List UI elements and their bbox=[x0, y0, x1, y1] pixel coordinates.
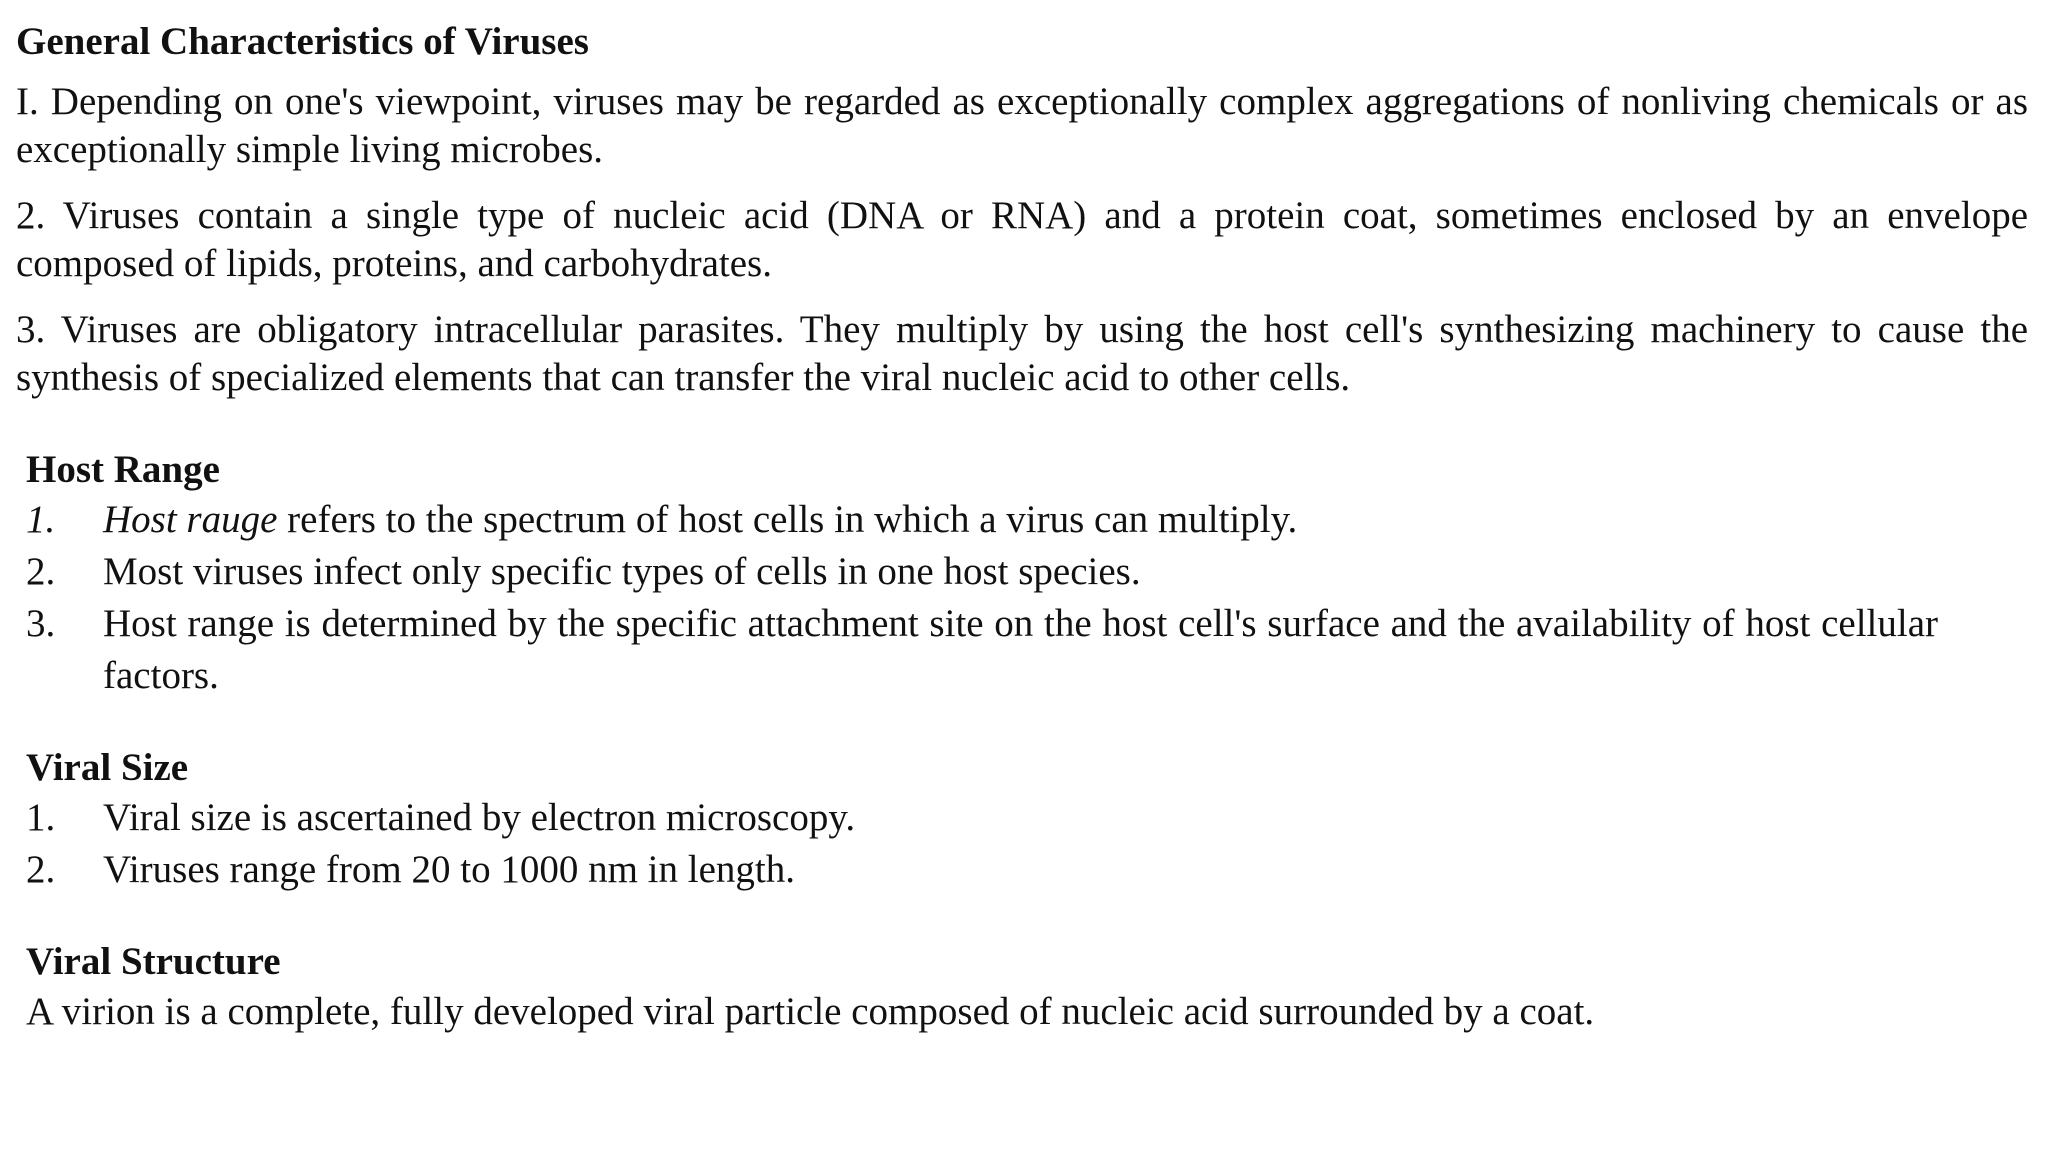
list-number: 2. bbox=[26, 550, 56, 593]
intro-section bbox=[16, 18, 2028, 402]
intro-title: General Characteristics of Viruses bbox=[16, 20, 589, 63]
host-range-item-3 bbox=[26, 598, 2028, 702]
document-page bbox=[16, 18, 2028, 1038]
list-item-text: Viral size is ascertained by electron microscopy. bbox=[103, 796, 856, 839]
list-number: 1. bbox=[26, 796, 56, 839]
host-range-section bbox=[16, 446, 2028, 702]
list-item-text: Viruses range from 20 to 1000 nm in length. bbox=[103, 848, 795, 891]
list-number: 1. bbox=[26, 498, 56, 541]
viral-size-list bbox=[26, 792, 2028, 896]
viral-size-title: Viral Size bbox=[26, 746, 189, 789]
intro-paragraph-2: 2. Viruses contain a single type of nucleic acid (DNA or RNA) and a protein coat, sometimes enclosed by an envelope composed of lipids, proteins, and carbohydrates. bbox=[16, 194, 2028, 285]
viral-size-item-1 bbox=[26, 792, 2028, 844]
list-item-text: Most viruses infect only specific types of cells in one host species. bbox=[103, 550, 1141, 593]
viral-structure-text: A virion is a complete, fully developed viral particle composed of nucleic acid surrounded by a coat. bbox=[26, 990, 1595, 1033]
italic-term: Host rauge bbox=[103, 498, 278, 541]
host-range-item-2 bbox=[26, 546, 2028, 598]
intro-paragraph-3: 3. Viruses are obligatory intracellular parasites. They multiply by using the host cell's synthesizing machinery to cause the synthesis of specialized elements that can transfer the viral nucleic acid to other cells. bbox=[16, 308, 2028, 399]
host-range-title: Host Range bbox=[26, 448, 220, 491]
viral-structure-title: Viral Structure bbox=[26, 940, 281, 983]
host-range-list bbox=[26, 494, 2028, 702]
list-number: 3. bbox=[26, 602, 56, 645]
viral-size-section bbox=[16, 744, 2028, 896]
list-item-text bbox=[103, 494, 2028, 546]
list-number: 2. bbox=[26, 848, 56, 891]
list-item-text-rest: refers to the spectrum of host cells in which a virus can multiply. bbox=[277, 498, 1298, 541]
viral-size-item-2 bbox=[26, 844, 2028, 896]
intro-paragraph-1: I. Depending on one's viewpoint, viruses may be regarded as exceptionally complex aggregations of nonliving chemicals or as exceptionally simple living microbes. bbox=[16, 80, 2028, 171]
list-item-text: Host range is determined by the specific attachment site on the host cell's surface and the availability of host cellular factors. bbox=[103, 602, 1938, 697]
host-range-item-1 bbox=[26, 494, 2028, 546]
viral-structure-section bbox=[16, 938, 2028, 1038]
